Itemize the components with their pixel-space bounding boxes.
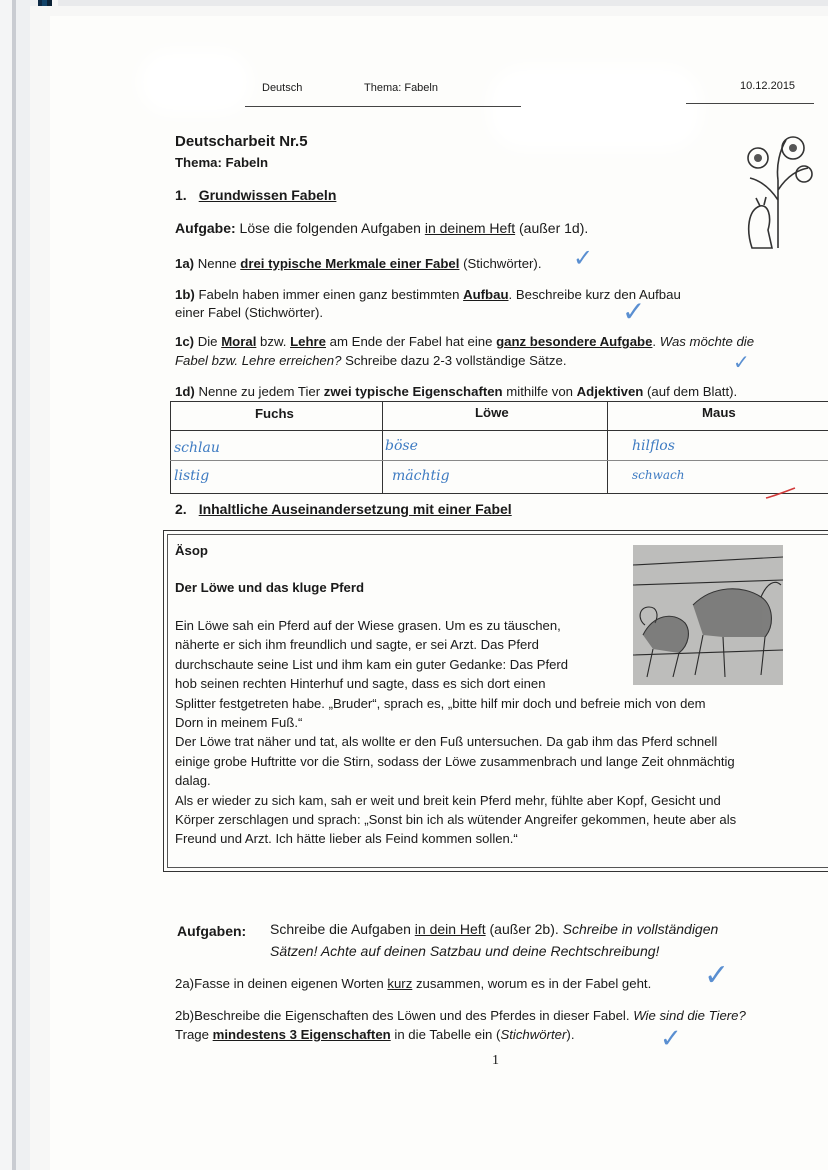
question-1c bbox=[175, 334, 754, 349]
page-number: 1 bbox=[492, 1053, 499, 1068]
fable-line: hob seinen rechten Hinterhuf und sagte, dass es sich dort einen bbox=[175, 676, 546, 692]
fable-line: durchschaute seine List und ihm kam ein guter Gedanke: Das Pferd bbox=[175, 656, 569, 672]
tasks-italic1: Schreibe in vollständigen bbox=[562, 921, 719, 937]
section1-number: 1. bbox=[175, 187, 187, 203]
q1b-emph: Aufbau bbox=[463, 287, 509, 302]
q1c-a: Die bbox=[194, 334, 222, 349]
q1c-line2-rest: Schreibe dazu 2-3 vollständige Sätze. bbox=[341, 353, 567, 368]
task-label: Aufgabe: bbox=[175, 220, 236, 236]
q1b-pre: Fabeln haben immer einen ganz bestimmten bbox=[194, 287, 464, 302]
question-1c-line2 bbox=[175, 353, 566, 368]
section2-heading bbox=[175, 501, 512, 517]
q2a-label: 2a) bbox=[175, 976, 195, 991]
task-emph: in deinem Heft bbox=[424, 220, 516, 236]
teacher-check-2a: ✓ bbox=[704, 958, 730, 993]
question-2b bbox=[175, 1008, 746, 1023]
q1a-pre: Nenne bbox=[194, 256, 241, 271]
q2b-line2-emph: mindestens 3 Eigenschaften bbox=[212, 1027, 391, 1042]
q1c-lehre: Lehre bbox=[290, 334, 326, 349]
q1a-post: (Stichwörter). bbox=[459, 256, 542, 271]
fable-line: Als er wieder zu sich kam, sah er weit und breit kein Pferd mehr, fühlte aber Kopf, Gesicht und bbox=[175, 792, 721, 808]
redaction-right bbox=[500, 78, 690, 138]
teacher-check-1b: ✓ bbox=[622, 295, 646, 328]
table-cell: schwach bbox=[632, 468, 685, 482]
table-col-divider-1 bbox=[382, 402, 383, 494]
page-title: Deutscharbeit Nr.5 bbox=[175, 133, 308, 150]
q2b-line2-mid: in die Tabelle ein ( bbox=[390, 1027, 501, 1042]
fable-text bbox=[175, 616, 736, 849]
question-1a bbox=[175, 256, 542, 271]
page-subtitle: Thema: Fabeln bbox=[175, 155, 269, 170]
table-cell: mächtig bbox=[392, 468, 450, 484]
table-header-fuchs: Fuchs bbox=[255, 406, 294, 421]
q1c-italic: Was möchte die bbox=[659, 334, 755, 349]
q1c-line2-italic: Fabel bzw. Lehre erreichen? bbox=[175, 353, 342, 368]
fable-line: Splitter festgetreten habe. „Bruder“, sprach es, „bitte hilf mir doch und befreie mich von dem bbox=[175, 695, 706, 711]
section2-number: 2. bbox=[175, 501, 187, 517]
q1b-post: . Beschreibe kurz den Aufbau bbox=[508, 287, 681, 302]
teacher-check-1c: ✓ bbox=[733, 350, 750, 374]
fable-line: Freund und Arzt. Ich hätte lieber als Feind kommen sollen.“ bbox=[175, 831, 518, 847]
fable-line: Körper zerschlagen und sprach: „Sonst bin ich als wütender Angreifer gekommen, heute aber als bbox=[175, 812, 737, 828]
q2b-line2-pre: Trage bbox=[175, 1027, 213, 1042]
teacher-red-mark bbox=[764, 486, 798, 502]
q1c-aufgabe: ganz besondere Aufgabe bbox=[496, 334, 653, 349]
table-cell: listig bbox=[174, 468, 210, 484]
task-post: (außer 1d). bbox=[515, 220, 589, 236]
q1d-d: Adjektiven bbox=[576, 384, 644, 399]
q1b-label: 1b) bbox=[175, 287, 195, 302]
header-rule-right bbox=[686, 103, 814, 104]
q2a-emph: kurz bbox=[387, 976, 413, 991]
q2b-line2-post: ). bbox=[566, 1027, 575, 1042]
question-1b-line2: einer Fabel (Stichwörter). bbox=[175, 305, 324, 320]
question-2a bbox=[175, 976, 651, 991]
section2-title: Inhaltliche Auseinandersetzung mit einer Fabel bbox=[198, 501, 512, 517]
question-1d bbox=[175, 384, 737, 399]
header-theme: Thema: Fabeln bbox=[364, 82, 438, 94]
q1d-b: zwei typische Eigenschaften bbox=[323, 384, 503, 399]
q1c-b: bzw. bbox=[256, 334, 291, 349]
redaction-left bbox=[150, 62, 240, 102]
q1a-emph: drei typische Merkmale einer Fabel bbox=[240, 256, 460, 271]
table-header-loewe: Löwe bbox=[475, 405, 509, 420]
header-date: 10.12.2015 bbox=[740, 80, 796, 92]
fable-line: dalag. bbox=[175, 773, 211, 789]
q1d-c: mithilfe von bbox=[502, 384, 577, 399]
header-subject: Deutsch bbox=[262, 82, 303, 94]
tasks-label: Aufgaben: bbox=[177, 923, 247, 939]
section1-title: Grundwissen Fabeln bbox=[198, 187, 337, 203]
tasks-post: (außer 2b). bbox=[485, 921, 563, 937]
table-header-rule bbox=[170, 430, 828, 431]
q2b-italic: Wie sind die Tiere? bbox=[633, 1008, 746, 1023]
table-border-left bbox=[170, 402, 171, 494]
q2b-a: Beschreibe die Eigenschaften des Löwen und des Pferdes in dieser Fabel. bbox=[194, 1008, 634, 1023]
q1c-c: am Ende der Fabel hat eine bbox=[326, 334, 497, 349]
q1d-a: Nenne zu jedem Tier bbox=[194, 384, 324, 399]
tasks-line1 bbox=[270, 921, 718, 937]
tasks-line2: Sätzen! Achte auf deinen Satzbau und deine Rechtschreibung! bbox=[270, 943, 660, 959]
task-pre: Löse die folgenden Aufgaben bbox=[235, 220, 425, 236]
fable-line: näherte er sich ihm freundlich und sagte, er sei Arzt. Das Pferd bbox=[175, 637, 539, 653]
q1c-d: . bbox=[652, 334, 660, 349]
fable-title: Der Löwe und das kluge Pferd bbox=[175, 580, 365, 595]
teacher-check-2b: ✓ bbox=[660, 1024, 682, 1054]
teacher-check-1a: ✓ bbox=[573, 244, 594, 272]
q2b-line2-italic: Stichwörter bbox=[500, 1027, 567, 1042]
tasks-pre: Schreibe die Aufgaben bbox=[270, 921, 415, 937]
table-row-rule bbox=[170, 460, 828, 461]
traits-table bbox=[170, 401, 828, 494]
section1-heading bbox=[175, 187, 336, 203]
fable-line: Der Löwe trat näher und tat, als wollte er den Fuß untersuchen. Da gab ihm das Pferd schnell bbox=[175, 734, 718, 750]
header-rule-left bbox=[245, 106, 521, 107]
q2b-label: 2b) bbox=[175, 1008, 195, 1023]
table-cell: schlau bbox=[174, 440, 220, 456]
fox-tree-illustration bbox=[738, 130, 814, 250]
table-col-divider-2 bbox=[607, 402, 608, 494]
q1c-label: 1c) bbox=[175, 334, 195, 349]
table-header-maus: Maus bbox=[702, 405, 736, 420]
table-cell: hilflos bbox=[632, 438, 675, 454]
task-line bbox=[175, 220, 588, 236]
fable-line: Dorn in meinem Fuß.“ bbox=[175, 715, 303, 731]
tasks-emph: in dein Heft bbox=[414, 921, 486, 937]
table-cell: böse bbox=[385, 438, 418, 454]
q1c-moral: Moral bbox=[221, 334, 257, 349]
question-2b-line2 bbox=[175, 1027, 574, 1042]
q2a-pre: Fasse in deinen eigenen Worten bbox=[194, 976, 388, 991]
q2a-post: zusammen, worum es in der Fabel geht. bbox=[412, 976, 652, 991]
q1a-label: 1a) bbox=[175, 256, 195, 271]
table-bottom-rule bbox=[170, 493, 828, 494]
fable-author: Äsop bbox=[175, 543, 208, 558]
q1d-e: (auf dem Blatt). bbox=[643, 384, 738, 399]
q1d-label: 1d) bbox=[175, 384, 195, 399]
fable-line: Ein Löwe sah ein Pferd auf der Wiese grasen. Um es zu täuschen, bbox=[175, 618, 561, 633]
question-1b bbox=[175, 287, 681, 302]
fable-line: einige grobe Huftritte vor die Stirn, sodass der Löwe zusammenbrach und lange Zeit ohnmächtig bbox=[175, 753, 735, 769]
